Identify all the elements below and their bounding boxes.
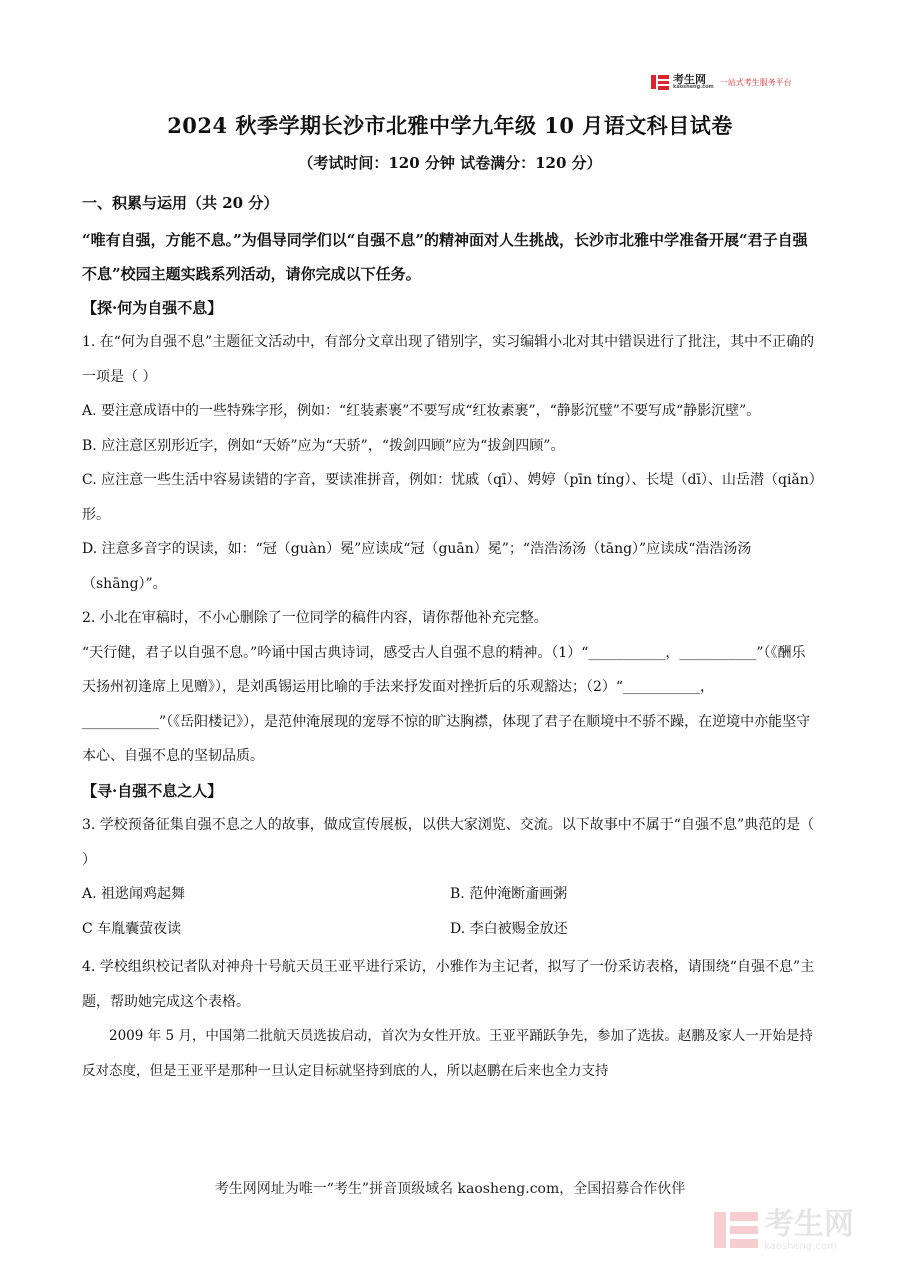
question-3-options-row-1 (82, 877, 818, 912)
question-1-option-d: D. 注意多音字的误读，如：“冠（guàn）冕”应读成“冠（guān）冕”；“浩浩汤汤（tāng）”应读成“浩浩汤汤（shāng）”。 (82, 541, 752, 592)
question-2-body: “天行健，君子以自强不息。”吟诵中国古典诗词，感受古人自强不息的精神。（1）“___________，___________”（《酬乐天扬州初逢席上见赠》），是刘禹锡运用比喻的手法来抒发面对挫折后的乐观豁达；（2）“___________，___________”（《岳阳楼记》），是范仲淹展现的宠辱不惊的旷达胸襟，体现了君子在顺境中不骄不躁，在逆境中亦能坚守本心、自强不息的坚韧品质。 (82, 644, 811, 764)
question-4-stem: 4. 学校组织校记者队对神舟十号航天员王亚平进行采访，小雅作为主记者，拟写了一份采访表格，请围绕“自强不息”主题，帮助她完成这个表格。 (82, 959, 815, 1010)
logo-mark-icon (651, 73, 669, 91)
question-3-option-d: D. 李白被赐金放还 (450, 920, 568, 937)
question-1-option-c: C. 应注意一些生活中容易读错的字音，要读准拼音，例如：忧戚（qī）、娉婷（pīn tíng）、长堤（dī）、山岳潜（qiǎn）形。 (82, 472, 816, 523)
exam-content (82, 186, 818, 1089)
watermark-domain: kaosheng.com (764, 1240, 837, 1252)
exam-subtitle: （考试时间：120 分钟 试卷满分：120 分） (298, 154, 602, 172)
question-4-passage: 2009 年 5 月，中国第二批航天员选拔启动，首次为女性开放。王亚平踊跃争先，参加了选拔。赵鹏及家人一开始是持反对态度，但是王亚平是那种一旦认定目标就坚持到底的人，所以赵鹏在后来也全力支持 (82, 1028, 813, 1079)
logo-slogan: 一站式考生服务平台 (719, 77, 792, 87)
page-footer: 考生网网址为唯一“考生”拼音顶级域名 kaosheng.com，全国招募合作伙伴 (214, 1181, 686, 1197)
part-heading: 一、积累与运用（共 20 分） (82, 194, 279, 212)
watermark-name: 考生网 (764, 1206, 854, 1242)
logo-domain: kaosheng.com (673, 84, 714, 90)
question-3-option-b: B. 范仲淹断齑画粥 (450, 886, 568, 902)
watermark-text (764, 1206, 854, 1252)
question-1-option-b: B. 应注意区别形近字，例如“天娇”应为“天骄”，“拨剑四顾”应为“拔剑四顾”。 (82, 437, 565, 454)
watermark-logo-icon (714, 1208, 758, 1252)
section-heading-1: 【探·何为自强不息】 (82, 298, 223, 317)
question-2-stem: 2. 小北在审稿时，不小心删除了一位同学的稿件内容，请你帮他补充完整。 (82, 610, 548, 626)
intro-paragraph: “唯有自强，方能不息。”为倡导同学们以“自强不息”的精神面对人生挑战，长沙市北雅中学准备开展“君子自强不息”校园主题实践系列活动，请你完成以下任务。 (82, 230, 808, 283)
brand-logo (651, 71, 821, 93)
exam-title: 2024 秋季学期长沙市北雅中学九年级 10 月语文科目试卷 (167, 113, 733, 138)
logo-name: 考生网 kaosheng.com (673, 73, 714, 90)
question-1-stem: 1. 在“何为自强不息”主题征文活动中，有部分文章出现了错别字，实习编辑小北对其中错误进行了批注，其中不正确的一项是（ ） (82, 334, 815, 385)
question-3-stem: 3. 学校预备征集自强不息之人的故事，做成宣传展板，以供大家浏览、交流。以下故事中不属于“自强不息”典范的是（ ） (82, 817, 815, 868)
question-3-option-c: C 车胤囊萤夜读 (82, 920, 182, 937)
question-3-option-a: A. 祖逖闻鸡起舞 (82, 886, 186, 902)
question-1-option-a: A. 要注意成语中的一些特殊字形，例如：“红装素裹”不要写成“红妆素裹”，“静影沉璧”不要写成“静影沉壁”。 (82, 403, 761, 419)
section-heading-2: 【寻·自强不息之人】 (82, 781, 223, 800)
watermark (714, 1200, 884, 1260)
question-3-options-row-2 (82, 912, 818, 947)
